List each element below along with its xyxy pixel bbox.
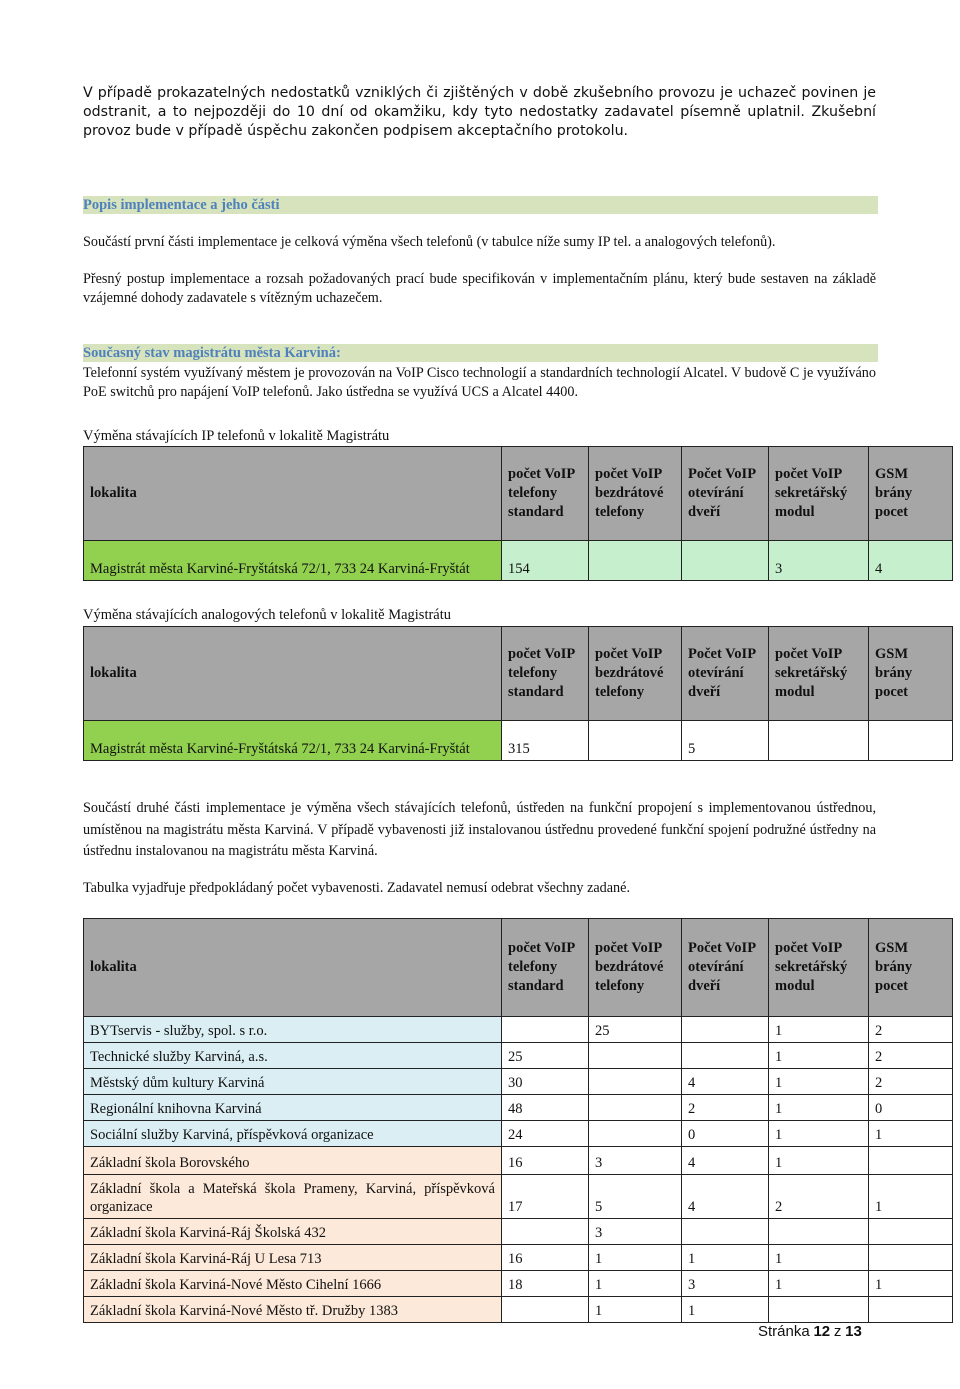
value-cell xyxy=(682,1219,769,1245)
page-footer xyxy=(758,1323,862,1341)
table-row xyxy=(84,721,953,761)
equipment-table xyxy=(83,918,953,1323)
table-row xyxy=(84,1297,953,1323)
value-cell: 0 xyxy=(869,1095,953,1121)
table1-caption: Výměna stávajících IP telefonů v lokalitě Magistrátu xyxy=(83,428,390,444)
location-cell: Základní škola Karviná-Nové Město tř. Družby 1383 xyxy=(84,1297,502,1323)
value-cell: 1 xyxy=(869,1121,953,1147)
value-cell: 315 xyxy=(502,721,589,761)
table-row xyxy=(84,1069,953,1095)
value-cell xyxy=(589,541,682,581)
section1-paragraph-2: Přesný postup implementace a rozsah požadovaných prací bude specifikován v implementačním plánu, který bude sestaven na základě vzájemné dohody zadavatele s vítězným uchazečem. xyxy=(83,271,876,306)
header-secretary-module: počet VoIP sekretářský modul xyxy=(769,919,869,1017)
location-cell: Sociální služby Karviná, příspěvková organizace xyxy=(84,1121,502,1147)
value-cell xyxy=(769,721,869,761)
location-cell: BYTservis - služby, spol. s r.o. xyxy=(84,1017,502,1043)
location-cell: Základní škola Borovského xyxy=(84,1147,502,1175)
value-cell: 1 xyxy=(869,1271,953,1297)
value-cell xyxy=(769,1219,869,1245)
location-cell: Magistrát města Karviné-Fryštátská 72/1, 733 24 Karviná-Fryštát xyxy=(84,721,502,761)
value-cell: 1 xyxy=(769,1069,869,1095)
value-cell: 1 xyxy=(769,1147,869,1175)
value-cell: 1 xyxy=(769,1121,869,1147)
value-cell: 25 xyxy=(589,1017,682,1043)
value-cell: 1 xyxy=(589,1245,682,1271)
header-gsm-gateway: GSM brány pocet xyxy=(869,919,953,1017)
page-total: 13 xyxy=(845,1323,862,1340)
location-cell: Základní škola a Mateřská škola Prameny, Karviná, příspěvková organizace xyxy=(84,1175,502,1219)
value-cell xyxy=(869,721,953,761)
header-lokalita: lokalita xyxy=(84,447,502,541)
table-row xyxy=(84,541,953,581)
table-row xyxy=(84,1147,953,1175)
value-cell: 1 xyxy=(589,1271,682,1297)
value-cell xyxy=(589,1069,682,1095)
section-heading-implementation: Popis implementace a jeho části xyxy=(83,196,878,214)
value-cell: 4 xyxy=(869,541,953,581)
value-cell: 5 xyxy=(682,721,769,761)
value-cell: 3 xyxy=(682,1271,769,1297)
value-cell: 3 xyxy=(589,1219,682,1245)
value-cell xyxy=(869,1297,953,1323)
header-lokalita: lokalita xyxy=(84,919,502,1017)
value-cell: 2 xyxy=(869,1017,953,1043)
location-cell: Regionální knihovna Karviná xyxy=(84,1095,502,1121)
header-gsm-gateway: GSM brány pocet xyxy=(869,447,953,541)
header-voip-wireless: počet VoIP bezdrátové telefony xyxy=(589,919,682,1017)
page-of-label: z xyxy=(833,1323,842,1340)
value-cell: 16 xyxy=(502,1245,589,1271)
value-cell xyxy=(589,1121,682,1147)
value-cell: 4 xyxy=(682,1147,769,1175)
value-cell xyxy=(502,1297,589,1323)
value-cell xyxy=(589,1043,682,1069)
value-cell xyxy=(682,1043,769,1069)
table-row xyxy=(84,1175,953,1219)
header-door-opening: Počet VoIP otevírání dveří xyxy=(682,919,769,1017)
value-cell: 16 xyxy=(502,1147,589,1175)
value-cell: 1 xyxy=(769,1043,869,1069)
table-row xyxy=(84,1121,953,1147)
table2-caption: Výměna stávajících analogových telefonů v lokalitě Magistrátu xyxy=(83,607,452,623)
section2-paragraph: Telefonní systém využívaný městem je provozován na VoIP Cisco technologií a standardních technologií Alcatel. V budově C je využíváno PoE switchů pro napájení VoIP telefonů. Jako ústředna se využívá UCS a Alcatel 4400. xyxy=(83,365,876,400)
value-cell: 17 xyxy=(502,1175,589,1219)
value-cell: 1 xyxy=(769,1095,869,1121)
table-row xyxy=(84,1245,953,1271)
value-cell: 25 xyxy=(502,1043,589,1069)
value-cell: 3 xyxy=(769,541,869,581)
analog-phones-table xyxy=(83,626,953,761)
value-cell: 1 xyxy=(769,1245,869,1271)
value-cell: 1 xyxy=(682,1297,769,1323)
location-cell: Technické služby Karviná, a.s. xyxy=(84,1043,502,1069)
section1-paragraph-1: Součástí první části implementace je celková výměna všech telefonů (v tabulce níže sumy IP tel. a analogových telefonů). xyxy=(83,234,776,250)
value-cell xyxy=(502,1219,589,1245)
table-row xyxy=(84,1017,953,1043)
table-row xyxy=(84,1219,953,1245)
location-cell: Základní škola Karviná-Ráj U Lesa 713 xyxy=(84,1245,502,1271)
section3-paragraph-2: Tabulka vyjadřuje předpokládaný počet vybavenosti. Zadavatel nemusí odebrat všechny zadané. xyxy=(83,880,630,896)
header-secretary-module: počet VoIP sekretářský modul xyxy=(769,447,869,541)
page-label: Stránka xyxy=(758,1323,810,1340)
value-cell xyxy=(769,1297,869,1323)
value-cell: 4 xyxy=(682,1069,769,1095)
value-cell xyxy=(589,1095,682,1121)
value-cell: 2 xyxy=(869,1043,953,1069)
value-cell: 1 xyxy=(869,1175,953,1219)
value-cell: 30 xyxy=(502,1069,589,1095)
location-cell: Městský dům kultury Karviná xyxy=(84,1069,502,1095)
value-cell: 1 xyxy=(682,1245,769,1271)
table-row xyxy=(84,1271,953,1297)
section3-paragraph-1: Součástí druhé části implementace je výměna všech stávajících telefonů, ústředen na funkční propojení s implementovanou ústřednou, umístěnou na magistrátu města Karviná. V případě vybavenosti již instalovanou ústřednu provedené funkční spojení podružné ústředny na ústřednu instalovanou na magistrátu města Karviná. xyxy=(83,800,876,859)
value-cell xyxy=(869,1245,953,1271)
value-cell: 48 xyxy=(502,1095,589,1121)
header-lokalita: lokalita xyxy=(84,627,502,721)
value-cell: 3 xyxy=(589,1147,682,1175)
header-voip-standard: počet VoIP telefony standard xyxy=(502,447,589,541)
value-cell: 1 xyxy=(769,1271,869,1297)
header-voip-wireless: počet VoIP bezdrátové telefony xyxy=(589,447,682,541)
value-cell: 154 xyxy=(502,541,589,581)
value-cell xyxy=(502,1017,589,1043)
value-cell: 0 xyxy=(682,1121,769,1147)
section-heading-current-state: Současný stav magistrátu města Karviná: xyxy=(83,344,878,362)
header-secretary-module: počet VoIP sekretářský modul xyxy=(769,627,869,721)
value-cell: 18 xyxy=(502,1271,589,1297)
value-cell: 2 xyxy=(769,1175,869,1219)
table-row xyxy=(84,1043,953,1069)
header-voip-wireless: počet VoIP bezdrátové telefony xyxy=(589,627,682,721)
table-row xyxy=(84,1095,953,1121)
intro-paragraph: V případě prokazatelných nedostatků vzniklých či zjištěných v době zkušebního provozu je uchazeč povinen je odstranit, a to nejpozději do 10 dní od okamžiku, kdy tyto nedostatky zadavatel písemně uplatnil. Zkušební provoz bude v případě úspěchu zakončen podpisem akceptačního protokolu. xyxy=(83,85,876,139)
value-cell: 1 xyxy=(589,1297,682,1323)
value-cell: 5 xyxy=(589,1175,682,1219)
value-cell xyxy=(869,1147,953,1175)
value-cell: 1 xyxy=(769,1017,869,1043)
page-number: 12 xyxy=(813,1323,831,1340)
location-cell: Základní škola Karviná-Ráj Školská 432 xyxy=(84,1219,502,1245)
header-voip-standard: počet VoIP telefony standard xyxy=(502,627,589,721)
ip-phones-table xyxy=(83,446,953,581)
header-gsm-gateway: GSM brány pocet xyxy=(869,627,953,721)
value-cell: 2 xyxy=(869,1069,953,1095)
header-door-opening: Počet VoIP otevírání dveří xyxy=(682,627,769,721)
location-cell: Základní škola Karviná-Nové Město Cihelní 1666 xyxy=(84,1271,502,1297)
header-door-opening: Počet VoIP otevírání dveří xyxy=(682,447,769,541)
value-cell: 24 xyxy=(502,1121,589,1147)
value-cell: 2 xyxy=(682,1095,769,1121)
header-voip-standard: počet VoIP telefony standard xyxy=(502,919,589,1017)
value-cell xyxy=(589,721,682,761)
value-cell xyxy=(682,1017,769,1043)
value-cell: 4 xyxy=(682,1175,769,1219)
value-cell xyxy=(869,1219,953,1245)
value-cell xyxy=(682,541,769,581)
location-cell: Magistrát města Karviné-Fryštátská 72/1, 733 24 Karviná-Fryštát xyxy=(84,541,502,581)
